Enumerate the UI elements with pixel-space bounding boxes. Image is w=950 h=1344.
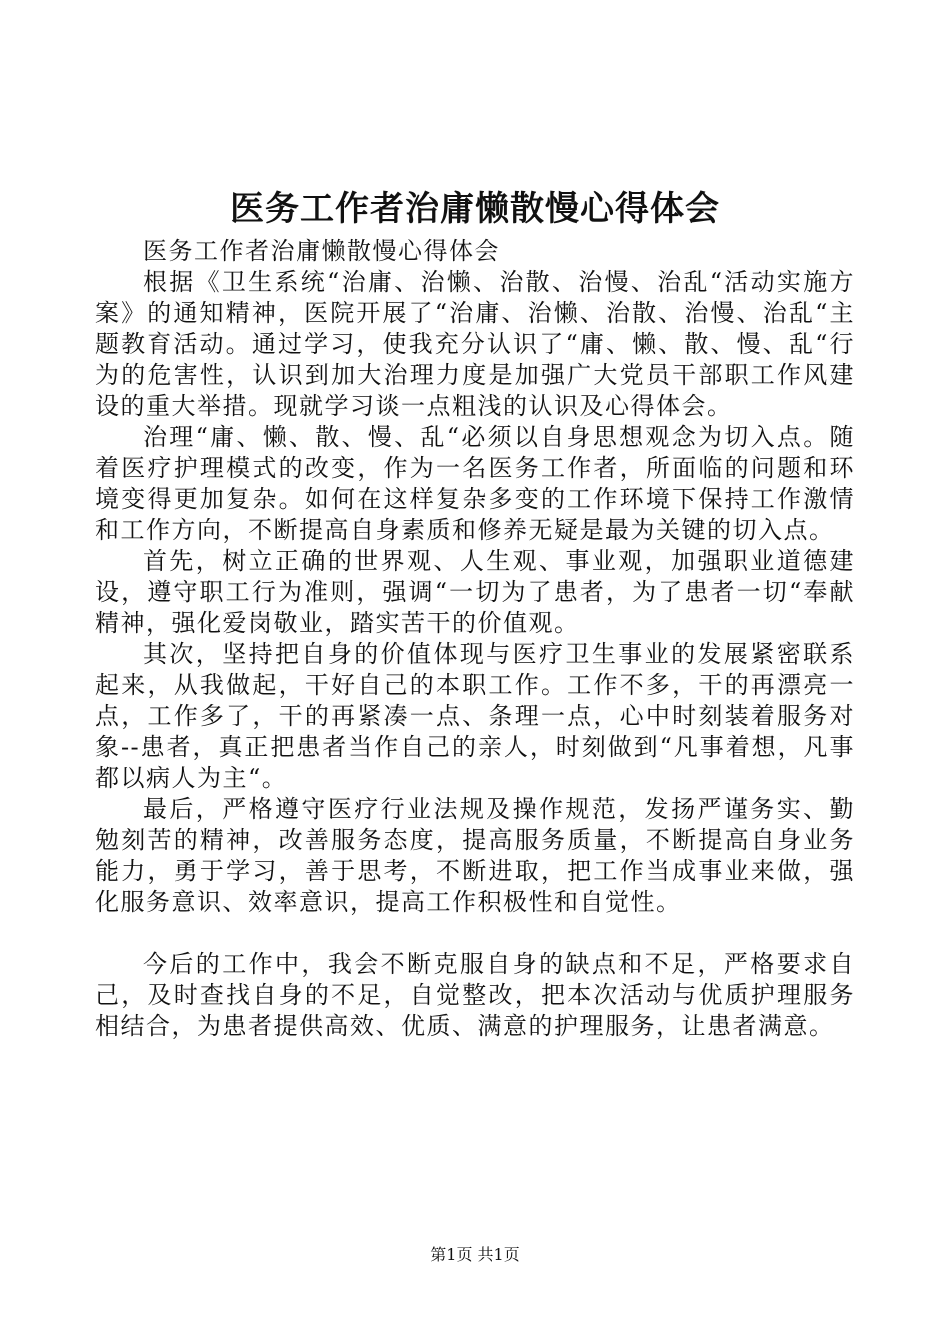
page-number-footer: 第1页 共1页 xyxy=(430,1245,520,1264)
second-point-paragraph: 其次，坚持把自身的价值体现与医疗卫生事业的发展紧密联系起来，从我做起，干好自己的本职工作。工作不多，干的再漂亮一点，工作多了，干的再紧凑一点、条理一点，心中时刻装着服务对象--患者，真正把患者当作自己的亲人，时刻做到“凡事着想，凡事都以病人为主“。 xyxy=(95,640,855,792)
document-body xyxy=(95,236,855,1042)
conclusion-paragraph: 今后的工作中，我会不断克服自身的缺点和不足，严格要求自己，及时查找自身的不足，自觉整改，把本次活动与优质护理服务相结合，为患者提供高效、优质、满意的护理服务，让患者满意。 xyxy=(95,950,855,1040)
document-title: 医务工作者治庸懒散慢心得体会 xyxy=(230,189,720,229)
first-point-paragraph: 首先，树立正确的世界观、人生观、事业观，加强职业道德建设，遵守职工行为准则，强调“一切为了患者，为了患者一切“奉献精神，强化爱岗敬业，踏实苦干的价值观。 xyxy=(95,547,855,637)
approach-paragraph: 治理“庸、懒、散、慢、乱“必须以自身思想观念为切入点。随着医疗护理模式的改变，作为一名医务工作者，所面临的问题和环境变得更加复杂。如何在这样复杂多变的工作环境下保持工作激情和工作方向，不断提高自身素质和修养无疑是最为关键的切入点。 xyxy=(95,423,855,544)
subtitle-paragraph: 医务工作者治庸懒散慢心得体会 xyxy=(143,237,500,265)
third-point-paragraph: 最后，严格遵守医疗行业法规及操作规范，发扬严谨务实、勤勉刻苦的精神，改善服务态度，提高服务质量，不断提高自身业务能力，勇于学习，善于思考，不断进取，把工作当成事业来做，强化服务意识、效率意识，提高工作积极性和自觉性。 xyxy=(95,795,855,916)
intro-paragraph: 根据《卫生系统“治庸、治懒、治散、治慢、治乱“活动实施方案》的通知精神，医院开展了“治庸、治懒、治散、治慢、治乱“主题教育活动。通过学习，使我充分认识了“庸、懒、散、慢、乱“行为的危害性，认识到加大治理力度是加强广大党员干部职工作风建设的重大举措。现就学习谈一点粗浅的认识及心得体会。 xyxy=(95,268,855,420)
